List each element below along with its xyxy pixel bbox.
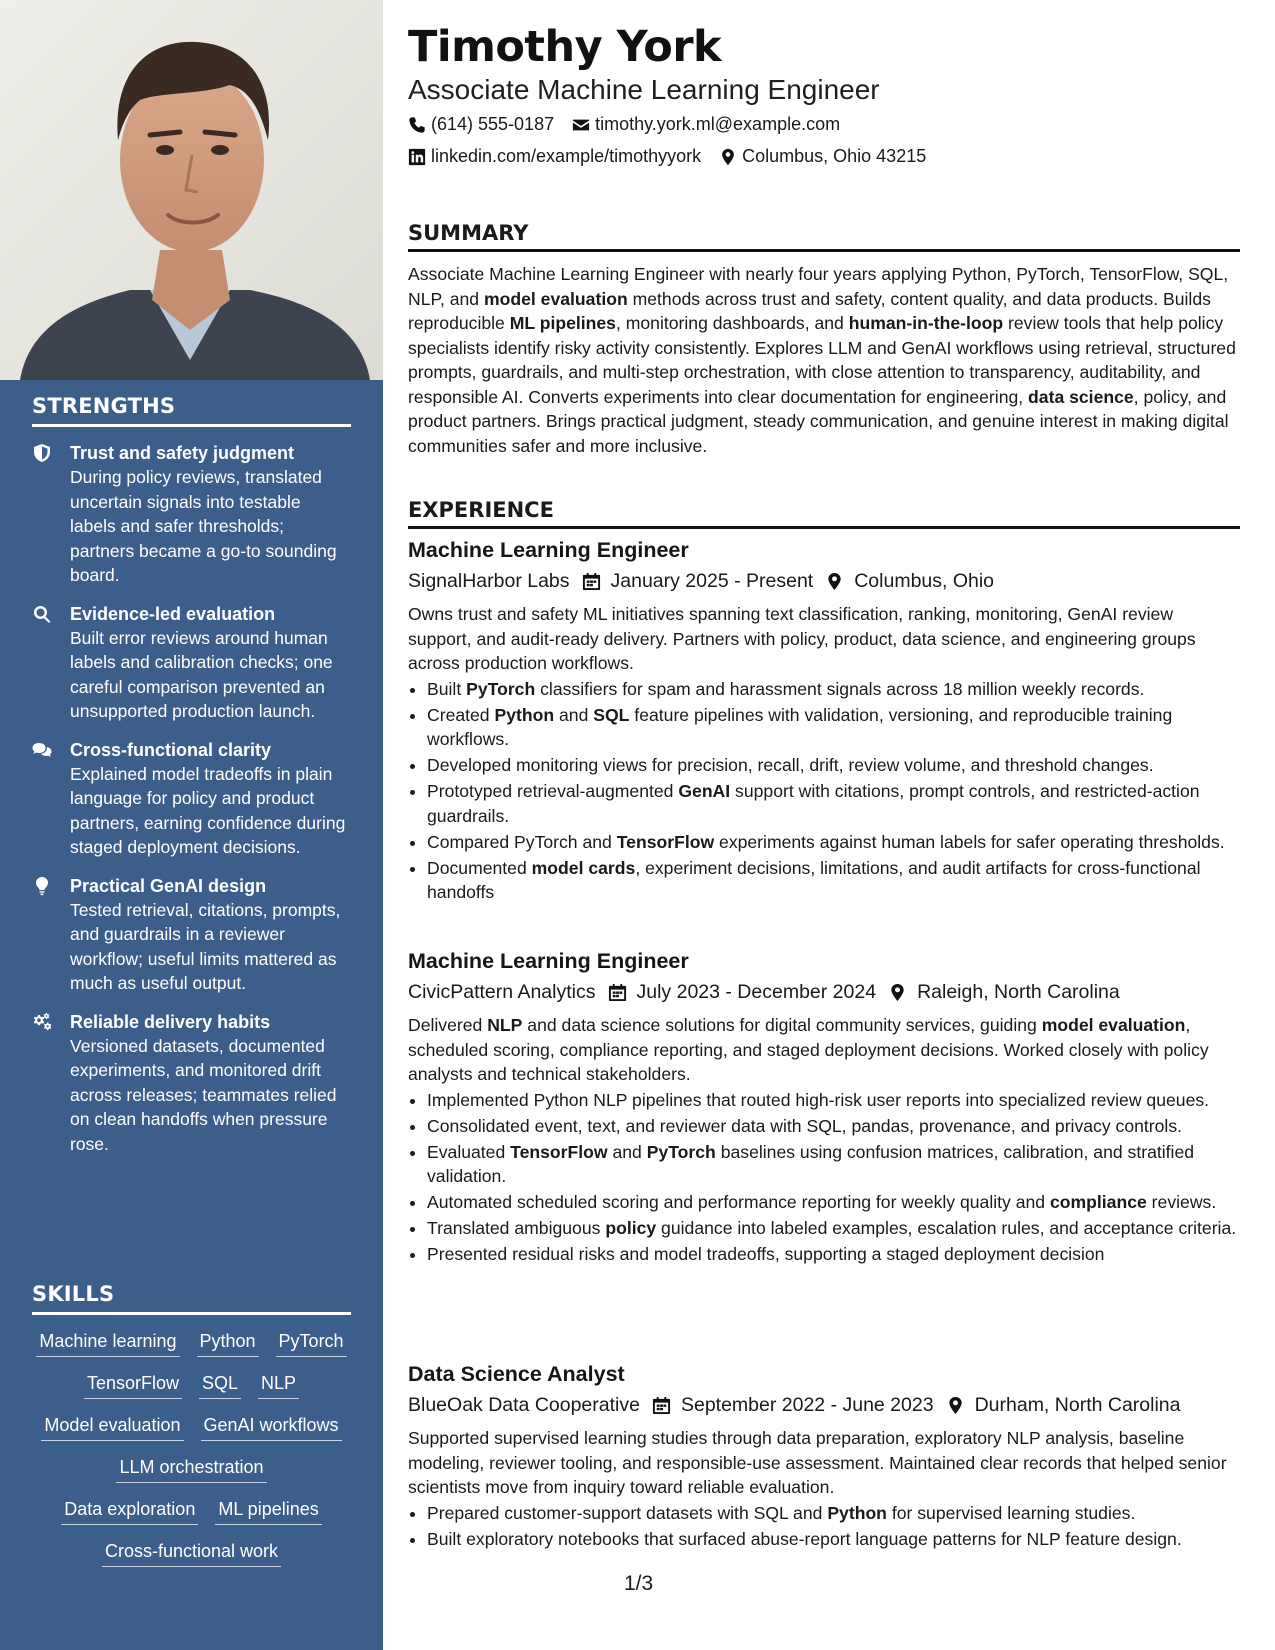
strength-item	[32, 441, 351, 588]
job-bullets	[408, 677, 1240, 905]
comments-icon	[32, 738, 70, 860]
skill-row	[32, 1413, 351, 1441]
job-bullet: • Built PyTorch classifiers for spam and harassment signals across 18 million weekly records.	[427, 677, 1240, 702]
job-description: Owns trust and safety ML initiatives spanning text classification, ranking, monitoring, GenAI review support, and audit-ready delivery. Partners with policy, product, data science, and engineering groups across production workflows.	[408, 604, 1196, 673]
strength-description: Explained model tradeoffs in plain language for policy and product partners, earning confidence during staged deployment decisions.	[70, 763, 346, 857]
map-pin-icon	[946, 1396, 965, 1415]
linkedin-text: linkedin.com/example/timothyyork	[431, 146, 702, 166]
contact-row-2	[408, 146, 944, 167]
skills-list	[32, 1329, 351, 1567]
skill-chip: Python	[197, 1329, 259, 1357]
skill-row	[32, 1539, 351, 1567]
strength-title: Practical GenAI design	[70, 875, 267, 896]
bold-keyword: Python	[827, 1502, 887, 1523]
job-location	[825, 568, 994, 594]
bold-keyword: SQL	[593, 704, 630, 725]
calendar-icon	[582, 572, 601, 591]
page-number: 1/3	[624, 1572, 654, 1595]
skill-chip: LLM orchestration	[116, 1455, 266, 1483]
phone-icon	[408, 116, 426, 134]
strength-description: Built error reviews around human labels and calibration checks; one careful comparison prevented an unsupported production launch.	[70, 627, 333, 721]
job-bullet: • Built exploratory notebooks that surfaced abuse-report language patterns for NLP feature design.	[427, 1527, 1240, 1552]
job-bullet: • Created Python and SQL feature pipelines with validation, versioning, and reproducible training workflows.	[427, 703, 1240, 752]
location-contact	[719, 146, 926, 167]
bold-keyword: policy	[605, 1218, 657, 1239]
lightbulb-icon	[32, 874, 70, 996]
bold-keyword: NLP	[487, 1015, 523, 1035]
linkedin-icon	[408, 148, 426, 166]
skill-chip: Model evaluation	[41, 1413, 183, 1441]
strength-title: Trust and safety judgment	[70, 443, 295, 463]
contact-row-1	[408, 114, 858, 135]
job-bullet: • Automated scheduled scoring and performance reporting for weekly quality and compliance reviews.	[427, 1190, 1240, 1215]
job-entry	[408, 536, 1240, 907]
map-pin-icon	[825, 572, 844, 591]
job-location-text: Raleigh, North Carolina	[917, 981, 1120, 1003]
linkedin-contact[interactable]	[408, 146, 701, 167]
email-contact[interactable]	[572, 114, 840, 135]
job-bullet: • Prototyped retrieval-augmented GenAI support with citations, prompt controls, and restricted-action guardrails.	[427, 779, 1240, 828]
portrait-illustration	[0, 0, 383, 380]
job-dates-text: July 2023 - December 2024	[636, 981, 877, 1003]
strength-item	[32, 1010, 351, 1157]
skill-chip: PyTorch	[276, 1329, 347, 1357]
skill-chip: NLP	[258, 1371, 299, 1399]
job-bullets	[408, 1088, 1240, 1267]
job-title: Data Science Analyst	[408, 1362, 625, 1386]
job-entry	[408, 947, 1240, 1269]
skill-chip: GenAI workflows	[201, 1413, 342, 1441]
candidate-role: Associate Machine Learning Engineer	[408, 74, 880, 105]
skill-row	[32, 1497, 351, 1525]
job-dates	[582, 568, 814, 594]
company-name: CivicPattern Analytics	[408, 981, 596, 1003]
strength-item	[32, 738, 351, 860]
job-entry	[408, 1360, 1240, 1553]
bold-keyword: PyTorch	[466, 678, 536, 699]
job-dates-text: September 2022 - June 2023	[680, 1394, 934, 1416]
job-location-text: Durham, North Carolina	[974, 1394, 1181, 1416]
summary-text: Associate Machine Learning Engineer with nearly four years applying Python, PyTorch, TensorFlow, SQL, NLP, and model evaluation methods across trust and safety, content quality, and data products. Builds reproducible ML pipelines, monitoring dashboards, and human-in-the-loop review tools that help policy specialists identify risky activity consistently. Explores LLM and GenAI workflows using retrieval, structured prompts, guardrails, and multi-step orchestration, with close attention to transparency, auditability, and responsible AI. Converts experiments into clear documentation for engineering, data science, policy, and product partners. Brings practical judgment, steady communication, and genuine interest in making digital communities safer and more inclusive.	[408, 264, 1236, 456]
bold-keyword: TensorFlow	[510, 1141, 608, 1162]
job-meta	[408, 568, 1240, 594]
strengths-heading: STRENGTHS	[32, 394, 351, 427]
search-icon	[32, 602, 70, 724]
calendar-icon	[608, 983, 627, 1002]
job-bullet: • Consolidated event, text, and reviewer data with SQL, pandas, provenance, and privacy controls.	[427, 1114, 1240, 1139]
gears-icon	[32, 1010, 70, 1157]
job-bullet: • Evaluated TensorFlow and PyTorch baselines using confusion matrices, calibration, and stratified validation.	[427, 1140, 1240, 1189]
strength-item	[32, 874, 351, 996]
strength-title: Evidence-led evaluation	[70, 603, 276, 624]
job-dates	[608, 979, 877, 1005]
phone-contact[interactable]	[408, 114, 554, 135]
job-description: Supported supervised learning studies through data preparation, exploratory NLP analysis, baseline modeling, reviewer tooling, and responsible-use assessment. Maintained clear records that helped senior scientists move from inquiry toward reliable evaluation.	[408, 1428, 1227, 1497]
skill-chip: SQL	[199, 1371, 241, 1399]
phone-text: (614) 555-0187	[431, 114, 555, 134]
bold-keyword: TensorFlow	[616, 831, 715, 852]
strengths-section	[32, 394, 351, 1156]
job-meta	[408, 1392, 1240, 1418]
sidebar	[0, 0, 383, 1650]
skill-chip: Cross-functional work	[102, 1539, 281, 1567]
bold-keyword: model evaluation	[1041, 1015, 1186, 1035]
job-bullet: • Implemented Python NLP pipelines that routed high-risk user reports into specialized review queues.	[427, 1088, 1240, 1113]
job-meta	[408, 979, 1240, 1005]
company-name: BlueOak Data Cooperative	[408, 1394, 640, 1416]
skills-section	[32, 1282, 351, 1567]
location-text: Columbus, Ohio 43215	[742, 146, 927, 166]
skill-row	[32, 1455, 351, 1483]
bold-keyword: PyTorch	[646, 1141, 716, 1162]
job-bullets	[408, 1501, 1240, 1552]
job-title: Machine Learning Engineer	[408, 949, 689, 973]
job-location-text: Columbus, Ohio	[854, 570, 995, 592]
profile-photo	[0, 0, 383, 380]
bold-keyword: ML pipelines	[509, 313, 616, 333]
skill-chip: Machine learning	[36, 1329, 179, 1357]
summary-heading: SUMMARY	[408, 221, 1240, 252]
map-pin-icon	[719, 148, 737, 166]
job-dates	[652, 1392, 934, 1418]
job-bullet: • Developed monitoring views for precision, recall, drift, review volume, and threshold changes.	[427, 753, 1240, 778]
skill-row	[32, 1371, 351, 1399]
job-bullet: • Translated ambiguous policy guidance into labeled examples, escalation rules, and acceptance criteria.	[427, 1216, 1240, 1241]
experience-heading: EXPERIENCE	[408, 498, 1240, 529]
bold-keyword: model evaluation	[483, 288, 628, 309]
job-description: Delivered NLP and data science solutions for digital community services, guiding model evaluation, scheduled scoring, compliance reporting, and staged deployment decisions. Worked closely with policy analysts and technical stakeholders.	[408, 1015, 1209, 1084]
job-dates-text: January 2025 - Present	[610, 570, 814, 592]
strength-title: Cross-functional clarity	[70, 739, 272, 760]
bold-keyword: human-in-the-loop	[848, 313, 1004, 333]
skill-chip: ML pipelines	[215, 1497, 321, 1525]
strength-item	[32, 602, 351, 724]
candidate-name: Timothy York	[408, 22, 722, 72]
bold-keyword: compliance	[1049, 1192, 1147, 1213]
job-bullet: • Prepared customer-support datasets with SQL and Python for supervised learning studies.	[427, 1501, 1240, 1526]
strength-description: Versioned datasets, documented experiments, and monitored drift across releases; teammates relied on clean handoffs when pressure rose.	[70, 1035, 337, 1154]
bold-keyword: data science	[1028, 386, 1134, 407]
skill-chip: TensorFlow	[84, 1371, 182, 1399]
bold-keyword: GenAI	[678, 781, 731, 802]
shield-icon	[32, 441, 70, 588]
job-bullet: • Documented model cards, experiment decisions, limitations, and audit artifacts for cross-functional handoffs	[427, 856, 1240, 905]
bold-keyword: model cards	[531, 857, 636, 878]
strength-description: Tested retrieval, citations, prompts, and guardrails in a reviewer workflow; useful limits mattered as much as useful output.	[70, 899, 341, 993]
skill-chip: Data exploration	[61, 1497, 198, 1525]
bold-keyword: Python	[494, 704, 555, 725]
company-name: SignalHarbor Labs	[408, 570, 570, 592]
map-pin-icon	[888, 983, 907, 1002]
job-bullet: • Compared PyTorch and TensorFlow experiments against human labels for safer operating thresholds.	[427, 830, 1240, 855]
strength-title: Reliable delivery habits	[70, 1011, 271, 1032]
job-title: Machine Learning Engineer	[408, 538, 689, 562]
strength-description: During policy reviews, translated uncertain signals into testable labels and safer thresholds; partners became a go-to sounding board.	[70, 467, 337, 585]
job-location	[888, 979, 1120, 1005]
envelope-icon	[572, 116, 590, 134]
email-text: timothy.york.ml@example.com	[595, 114, 841, 134]
skill-row	[32, 1329, 351, 1357]
calendar-icon	[652, 1396, 671, 1415]
job-location	[946, 1392, 1181, 1418]
job-bullet: • Presented residual risks and model tradeoffs, supporting a staged deployment decision	[427, 1242, 1240, 1267]
skills-heading: SKILLS	[32, 1282, 351, 1315]
